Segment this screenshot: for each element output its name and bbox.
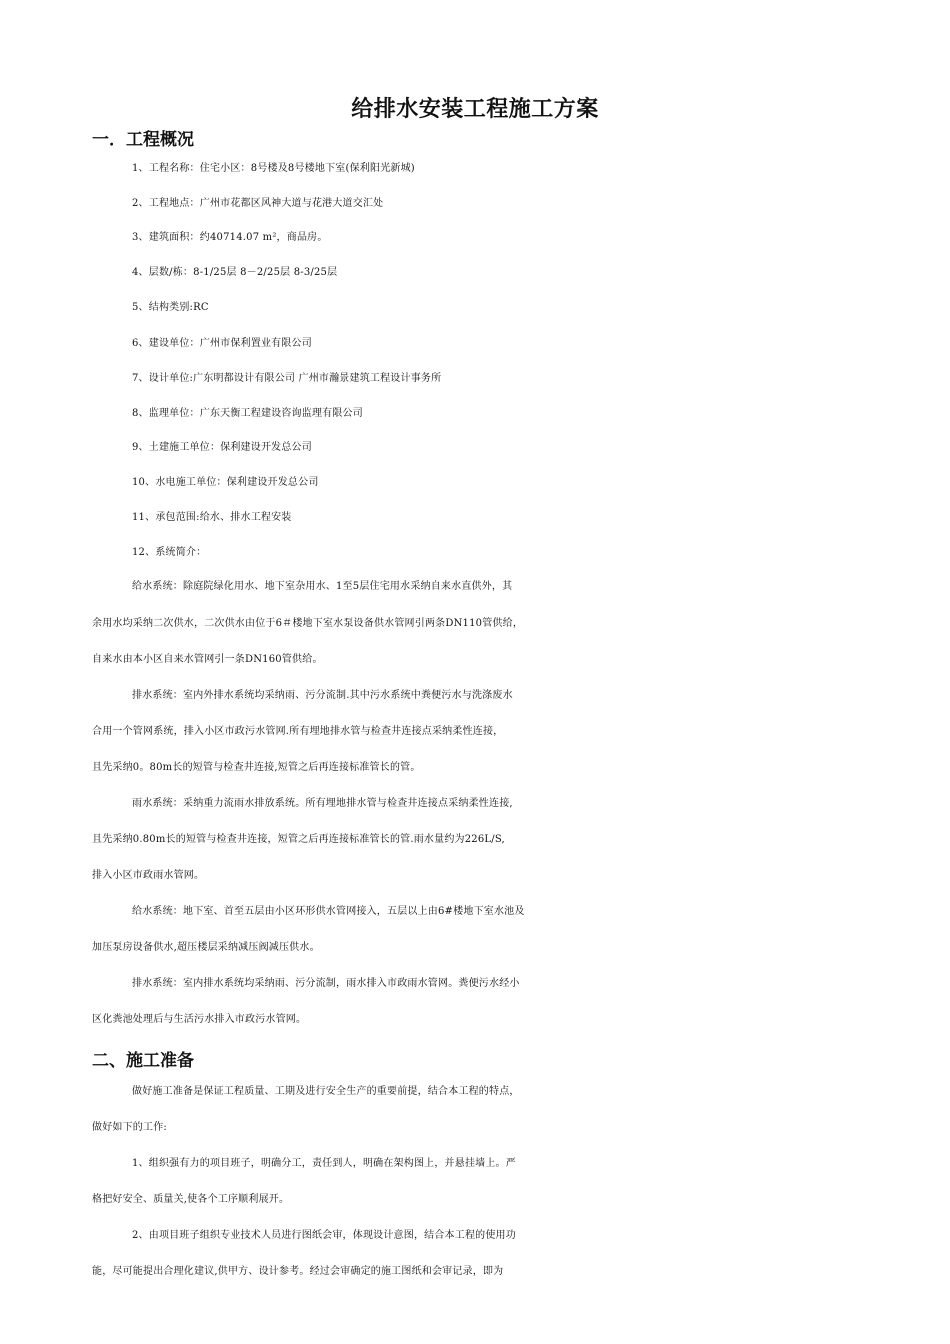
overview-item: 2、工程地点：广州市花都区风神大道与花港大道交汇处 <box>132 198 384 209</box>
paragraph-line: 且先采纳0。80m长的短管与检查井连接,短管之后再连接标准管长的管。 <box>92 762 421 773</box>
paragraph-line: 1、组织强有力的项目班子，明确分工，责任到人，明确在架构图上，并悬挂墙上。严 <box>132 1158 516 1169</box>
paragraph-line: 加压泵房设备供水,超压楼层采纳减压阀减压供水。 <box>92 942 320 953</box>
paragraph-line: 雨水系统：采纳重力流雨水排放系统。所有埋地排水管与检查井连接点采纳柔性连接, <box>132 798 513 809</box>
overview-item: 3、建筑面积：约40714.07 m²，商品房。 <box>132 232 328 243</box>
paragraph-line: 排水系统：室内排水系统均采纳雨、污分流制，雨水排入市政雨水管网。粪便污水经小 <box>132 978 520 989</box>
overview-item: 1、工程名称：住宅小区：8号楼及8号楼地下室(保利阳光新城) <box>132 163 415 174</box>
overview-item: 10、水电施工单位：保利建设开发总公司 <box>132 477 319 488</box>
paragraph-line: 2、由项目班子组织专业技术人员进行图纸会审，体现设计意图，结合本工程的使用功 <box>132 1230 516 1241</box>
paragraph-line: 排水系统：室内外排水系统均采纳雨、污分流制.其中污水系统中粪便污水与洗涤废水 <box>132 690 513 701</box>
paragraph-line: 给水系统：除庭院绿化用水、地下室杂用水、1至5层住宅用水采纳自来水直供外，其 <box>132 581 513 592</box>
paragraph-line: 自来水由本小区自来水管网引一条DN160管供给。 <box>92 654 323 665</box>
paragraph-line: 排入小区市政雨水管网。 <box>92 870 205 881</box>
paragraph-line: 做好施工准备是保证工程质量、工期及进行安全生产的重要前提，结合本工程的特点， <box>132 1086 520 1097</box>
overview-item: 4、层数/栋：8-1/25层 8－2/25层 8-3/25层 <box>132 267 338 278</box>
overview-item: 5、结构类别:RC <box>132 302 209 313</box>
paragraph-line: 做好如下的工作: <box>92 1122 167 1133</box>
paragraph-line: 格把好安全、质量关,使各个工序顺利展开。 <box>92 1194 290 1205</box>
overview-item: 11、承包范围:给水、排水工程安装 <box>132 512 292 523</box>
overview-item: 7、设计单位:广东明都设计有限公司 广州市瀚景建筑工程设计事务所 <box>132 373 442 384</box>
overview-item: 12、系统简介： <box>132 547 207 558</box>
section-heading-preparation: 二、施工准备 <box>92 1051 194 1071</box>
paragraph-line: 区化粪池处理后与生活污水排入市政污水管网。 <box>92 1014 307 1025</box>
overview-item: 6、建设单位：广州市保利置业有限公司 <box>132 338 312 349</box>
section-heading-overview: 一．工程概况 <box>92 130 194 150</box>
paragraph-line: 且先采纳0.80m长的短管与检查井连接，短管之后再连接标准管长的管.雨水量约为226L/S, <box>92 834 505 845</box>
paragraph-line: 余用水均采纳二次供水，二次供水由位于6＃楼地下室水泵设备供水管网引两条DN110管供给， <box>92 618 524 629</box>
overview-item: 9、土建施工单位：保利建设开发总公司 <box>132 442 312 453</box>
paragraph-line: 给水系统：地下室、首至五层由小区环形供水管网接入，五层以上由6#楼地下室水池及 <box>132 906 525 917</box>
overview-item: 8、监理单位：广东天衡工程建设咨询监理有限公司 <box>132 408 363 419</box>
document-title: 给排水安装工程施工方案 <box>351 96 599 122</box>
paragraph-line: 合用一个管网系统，排入小区市政污水管网.所有埋地排水管与检查井连接点采纳柔性连接， <box>92 726 504 737</box>
paragraph-line: 能，尽可能提出合理化建议,供甲方、设计参考。经过会审确定的施工图纸和会审记录，即为 <box>92 1266 504 1277</box>
